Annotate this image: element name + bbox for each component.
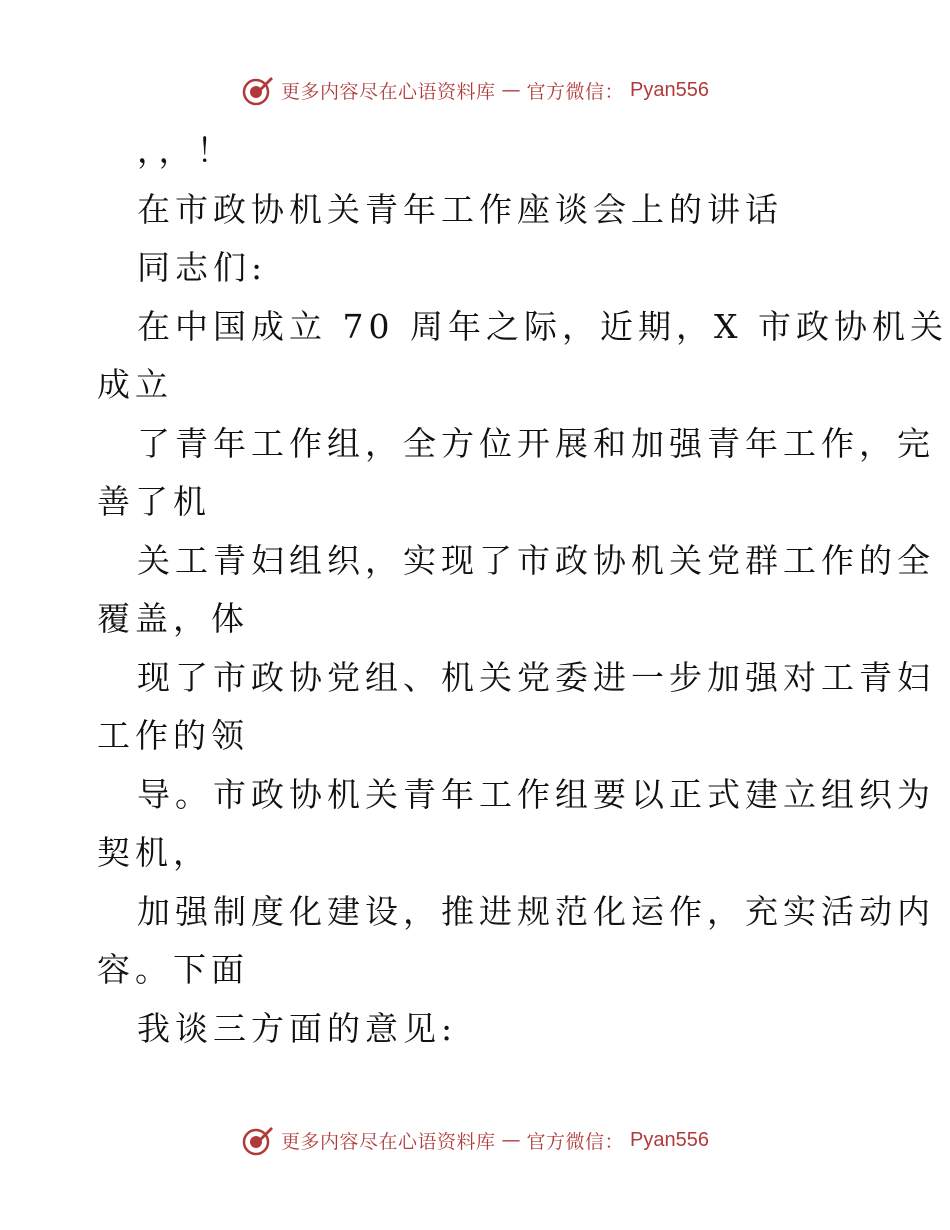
doc-line-8: 关工青妇组织，实现了市政协机关党群工作的全 [137,540,935,580]
footer-watermark [0,1120,950,1160]
document-body [97,122,948,1058]
doc-line-6: 了青年工作组，全方位开展和加强青年工作，完 [137,423,935,463]
quill-pen-logo-icon [241,1123,275,1157]
doc-line-13: 契机， [97,833,211,872]
doc-line-10: 现了市政协党组、机关党委进一步加强对工青妇 [137,657,935,697]
watermark-text: 更多内容尽在心语资料库 [281,1130,496,1153]
doc-line-5: 成立 [97,365,173,404]
doc-line-12: 导。市政协机关青年工作组要以正式建立组织为 [137,774,935,814]
watermark-label: 官方微信： [526,80,625,103]
quill-pen-logo-icon [241,73,275,107]
doc-salutation: 同志们: [137,248,268,287]
doc-line-9: 覆盖，体 [97,599,249,638]
doc-line-15: 容。下面 [97,950,249,989]
header-watermark [0,70,950,110]
watermark-separator: — [501,1129,521,1151]
watermark-account: Pyan556 [630,1128,709,1151]
doc-line-16: 我谈三方面的意见: [137,1008,458,1048]
doc-line-7: 善了机 [97,482,211,521]
watermark-text: 更多内容尽在心语资料库 [281,80,496,103]
doc-line-4: 在中国成立 70 周年之际，近期，X 市政协机关 [137,306,948,346]
doc-line-14: 加强制度化建设，推进规范化运作，充实活动内 [137,891,935,931]
watermark-separator: — [501,79,521,101]
watermark-label: 官方微信： [526,1130,625,1153]
doc-line-1: ，，！ [137,131,235,170]
doc-line-11: 工作的领 [97,716,249,755]
watermark-account: Pyan556 [630,78,709,101]
doc-title: 在市政协机关青年工作座谈会上的讲话 [137,189,783,229]
